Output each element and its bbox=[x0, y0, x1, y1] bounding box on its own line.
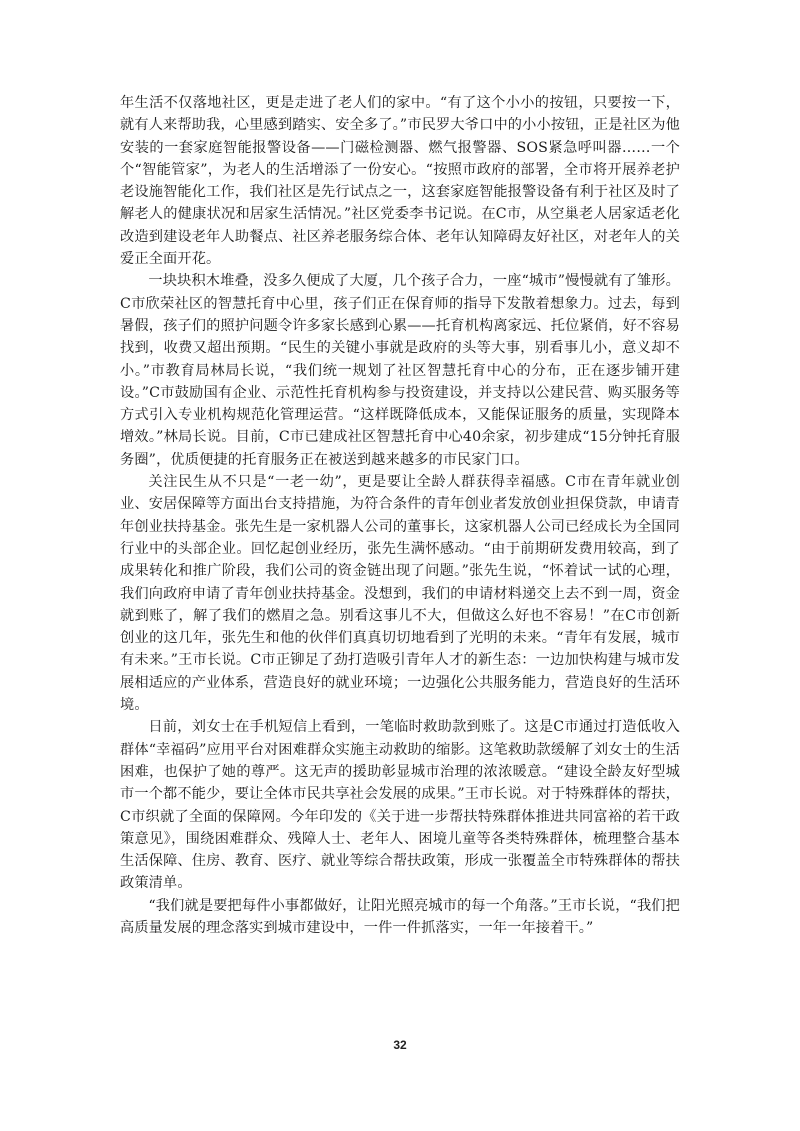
body-text bbox=[120, 92, 680, 939]
paragraph-elderly-care: 年生活不仅落地社区，更是走进了老人们的家中。“有了这个小小的按钮，只要按一下，就有人来帮助我，心里感到踏实、安全多了。”市民罗大爷口中的小小按钮，正是社区为他安装的一套家庭智能报警设备——门磁检测器、燃气报警器、SOS紧急呼叫器……一个个“智能管家”，为老人的生活增添了一份安心。“按照市政府的部署，全市将开展养老护老设施智能化工作，我们社区是先行试点之一，这套家庭智能报警设备有利于社区及时了解老人的健康状况和居家生活情况。”社区党委李书记说。在C市，从空巢老人居家适老化改造到建设老年人助餐点、社区养老服务综合体、老年认知障碍友好社区，对老年人的关爱正全面开花。 bbox=[120, 95, 680, 268]
page-number: 32 bbox=[393, 1038, 407, 1052]
paragraph-youth-entrepreneurship: 关注民生从不只是“一老一幼”，更是要让全龄人群获得幸福感。C市在青年就业创业、安居保障等方面出台支持措施，为符合条件的青年创业者发放创业担保贷款，申请青年创业扶持基金。张先生是一家机器人公司的董事长，这家机器人公司已经成长为全国同行业中的头部企业。回忆起创业经历，张先生满怀感动。“由于前期研发费用较高，到了成果转化和推广阶段，我们公司的资金链出现了问题。”张先生说，“怀着试一试的心理，我们向政府申请了青年创业扶持基金。没想到，我们的申请材料递交上去不到一周，资金就到账了，解了我们的燃眉之急。别看这事儿不大，但做这么好也不容易！”在C市创新创业的这几年，张先生和他的伙伴们真真切切地看到了光明的未来。“青年有发展，城市有未来。”王市长说。C市正铆足了劲打造吸引青年人才的新生态：一边加快构建与城市发展相适应的产业体系，营造良好的就业环境；一边强化公共服务能力，营造良好的生活环境。 bbox=[120, 474, 680, 714]
paragraph-closing-quote: “我们就是要把每件小事都做好，让阳光照亮城市的每一个角落。”王市长说，“我们把高质量发展的理念落实到城市建设中，一件一件抓落实，一年一年接着干。” bbox=[120, 897, 680, 936]
paragraph-childcare: 一块块积木堆叠，没多久便成了大厦，几个孩子合力，一座“城市”慢慢就有了雏形。C市欣荣社区的智慧托育中心里，孩子们正在保育师的指导下发散着想象力。过去，每到暑假，孩子们的照护问题令许多家长感到心累——托育机构离家远、托位紧俏，好不容易找到，收费又超出预期。“民生的关键小事就是政府的头等大事，别看事儿小，意义却不小。”市教育局林局长说，“我们统一规划了社区智慧托育中心的分布，正在逐步铺开建设。”C市鼓励国有企业、示范性托育机构参与投资建设，并支持以公建民营、购买服务等方式引入专业机构规范化管理运营。“这样既降低成本，又能保证服务的质量，实现降本增效。”林局长说。目前，C市已建成社区智慧托育中心40余家，初步建成“15分钟托育服务圈”，优质便捷的托育服务正在被送到越来越多的市民家门口。 bbox=[120, 273, 680, 468]
paragraph-special-groups: 日前，刘女士在手机短信上看到，一笔临时救助款到账了。这是C市通过打造低收入群体“幸福码”应用平台对困难群众实施主动救助的缩影。这笔救助款缓解了刘女士的生活困难，也保护了她的尊严。这无声的援助彰显城市治理的浓浓暖意。“建设全龄友好型城市一个都不能少，要让全体市民共享社会发展的成果。”王市长说。对于特殊群体的帮扶，C市织就了全面的保障网。今年印发的《关于进一步帮扶特殊群体推进共同富裕的若干政策意见》，围绕困难群众、残障人士、老年人、困境儿童等各类特殊群体，梳理整合基本生活保障、住房、教育、医疗、就业等综合帮扶政策，形成一张覆盖全市特殊群体的帮扶政策清单。 bbox=[120, 719, 680, 892]
